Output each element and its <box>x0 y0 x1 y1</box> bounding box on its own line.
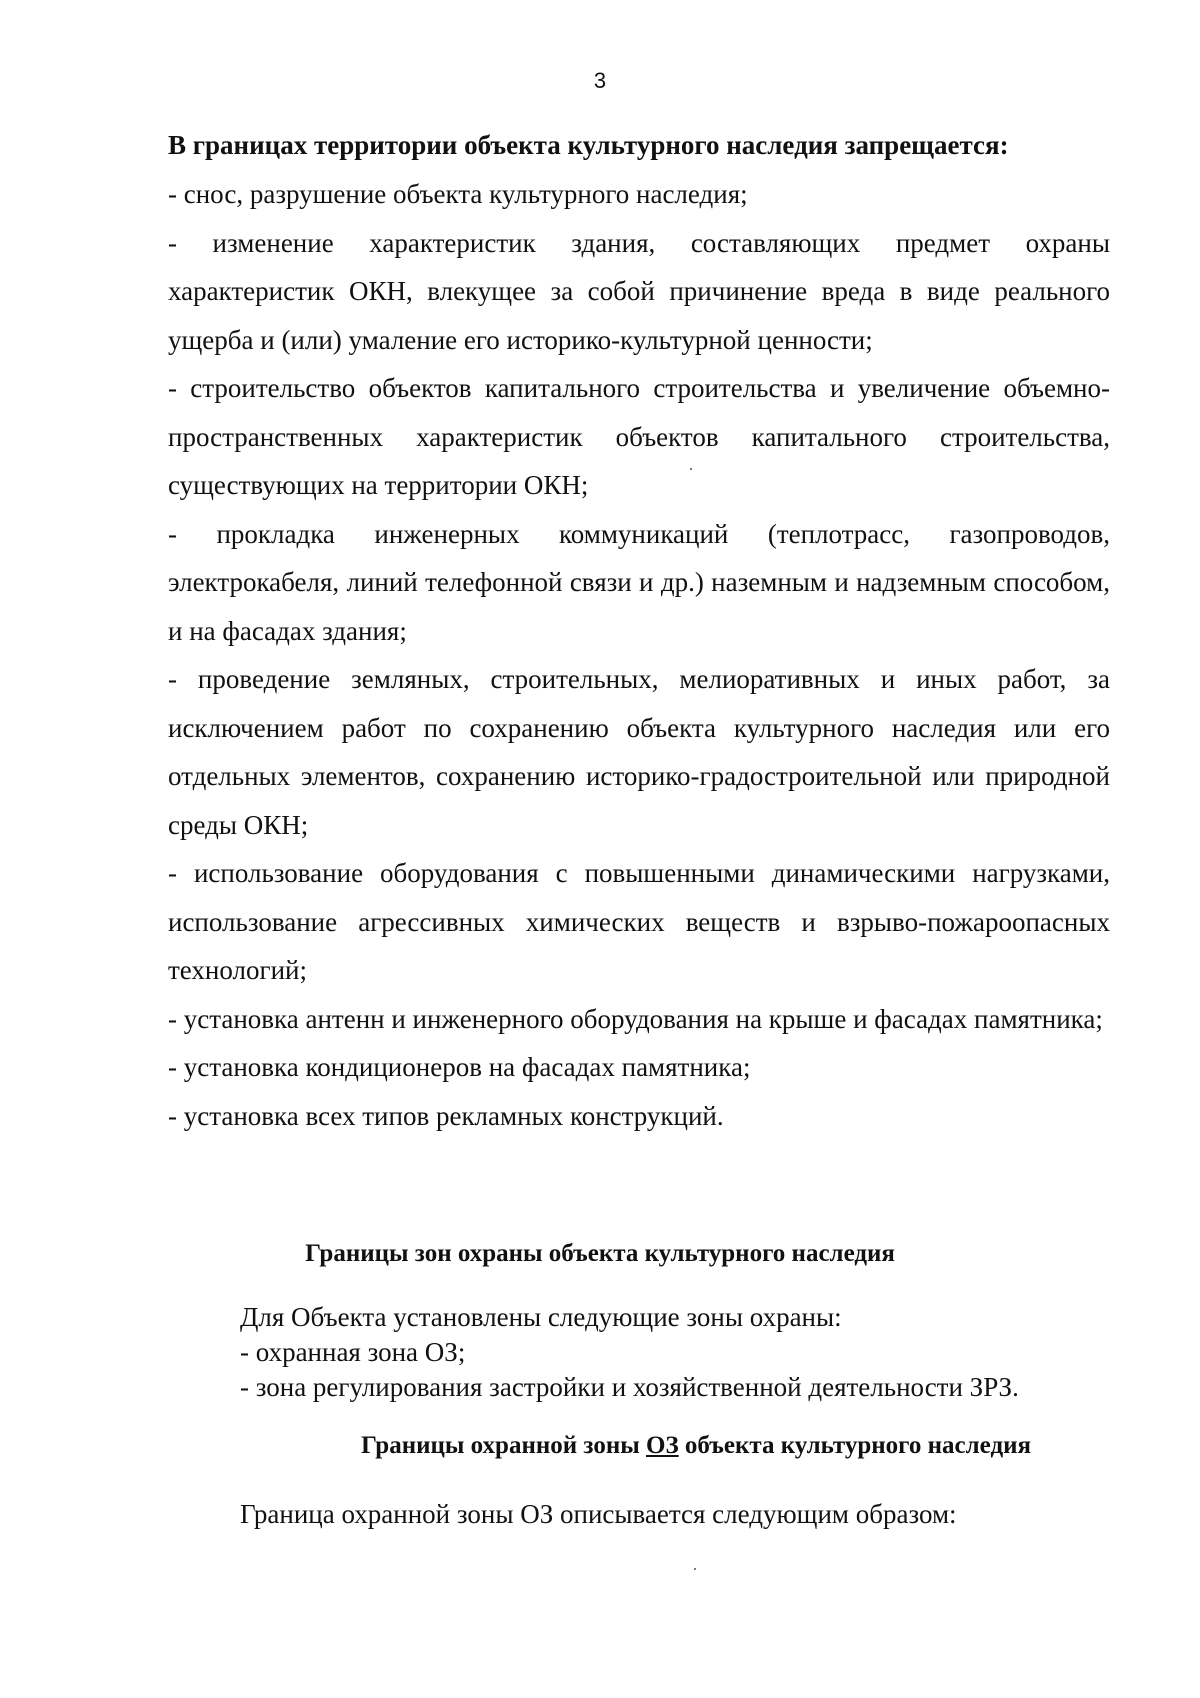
oz-boundary-text: Граница охранной зоны ОЗ описывается следующим образом: <box>240 1499 957 1529</box>
prohibited-item: - проведение земляных, строительных, мелиоративных и иных работ, за исключением работ по сохранению объекта культурного наследия или его отдельных элементов, сохранению историко-градостроительной или природной среды ОКН; <box>168 664 1110 840</box>
zones-heading: Границы зон охраны объекта культурного наследия <box>305 1240 895 1267</box>
prohibited-items-list <box>168 170 1110 1140</box>
prohibitions-heading: В границах территории объекта культурного наследия запрещается: <box>168 130 1009 160</box>
zone-item: - зона регулирования застройки и хозяйственной деятельности ЗРЗ. <box>240 1372 1019 1402</box>
oz-heading <box>96 1432 1200 1460</box>
prohibited-item: - строительство объектов капитального строительства и увеличение объемно-пространственных характеристик объектов капитального строительства, существующих на территории ОКН; <box>168 373 1110 500</box>
prohibited-item: - использование оборудования с повышенными динамическими нагрузками, использование агрессивных химических веществ и взрыво-пожароопасных технологий; <box>168 858 1110 985</box>
prohibited-item: - установка антенн и инженерного оборудования на крыше и фасадах памятника; <box>168 1003 1103 1034</box>
prohibited-item: - прокладка инженерных коммуникаций (теплотрасс, газопроводов, электрокабеля, линий телефонной связи и др.) наземным и надземным способом, и на фасадах здания; <box>168 518 1110 646</box>
oz-heading-abbrev: ОЗ <box>646 1432 679 1459</box>
zones-intro: Для Объекта установлены следующие зоны охраны: <box>240 1302 842 1332</box>
prohibited-item: - снос, разрушение объекта культурного наследия; <box>168 179 748 209</box>
prohibited-item: - установка всех типов рекламных конструкций. <box>168 1100 724 1131</box>
scan-speck <box>694 1568 696 1570</box>
oz-heading-after: объекта культурного наследия <box>678 1432 1032 1459</box>
prohibited-item: - установка кондиционеров на фасадах памятника; <box>168 1052 751 1082</box>
scan-speck <box>690 468 692 470</box>
prohibited-item: - изменение характеристик здания, составляющих предмет охраны характеристик ОКН, влекущее за собой причинение вреда в виде реального ущерба и (или) умаление его историко-культурной ценности; <box>168 227 1110 355</box>
oz-heading-before: Границы охранной зоны <box>360 1432 646 1459</box>
zones-block <box>240 1300 1120 1405</box>
page-number: 3 <box>593 68 607 93</box>
zone-item: - охранная зона ОЗ; <box>240 1337 466 1367</box>
